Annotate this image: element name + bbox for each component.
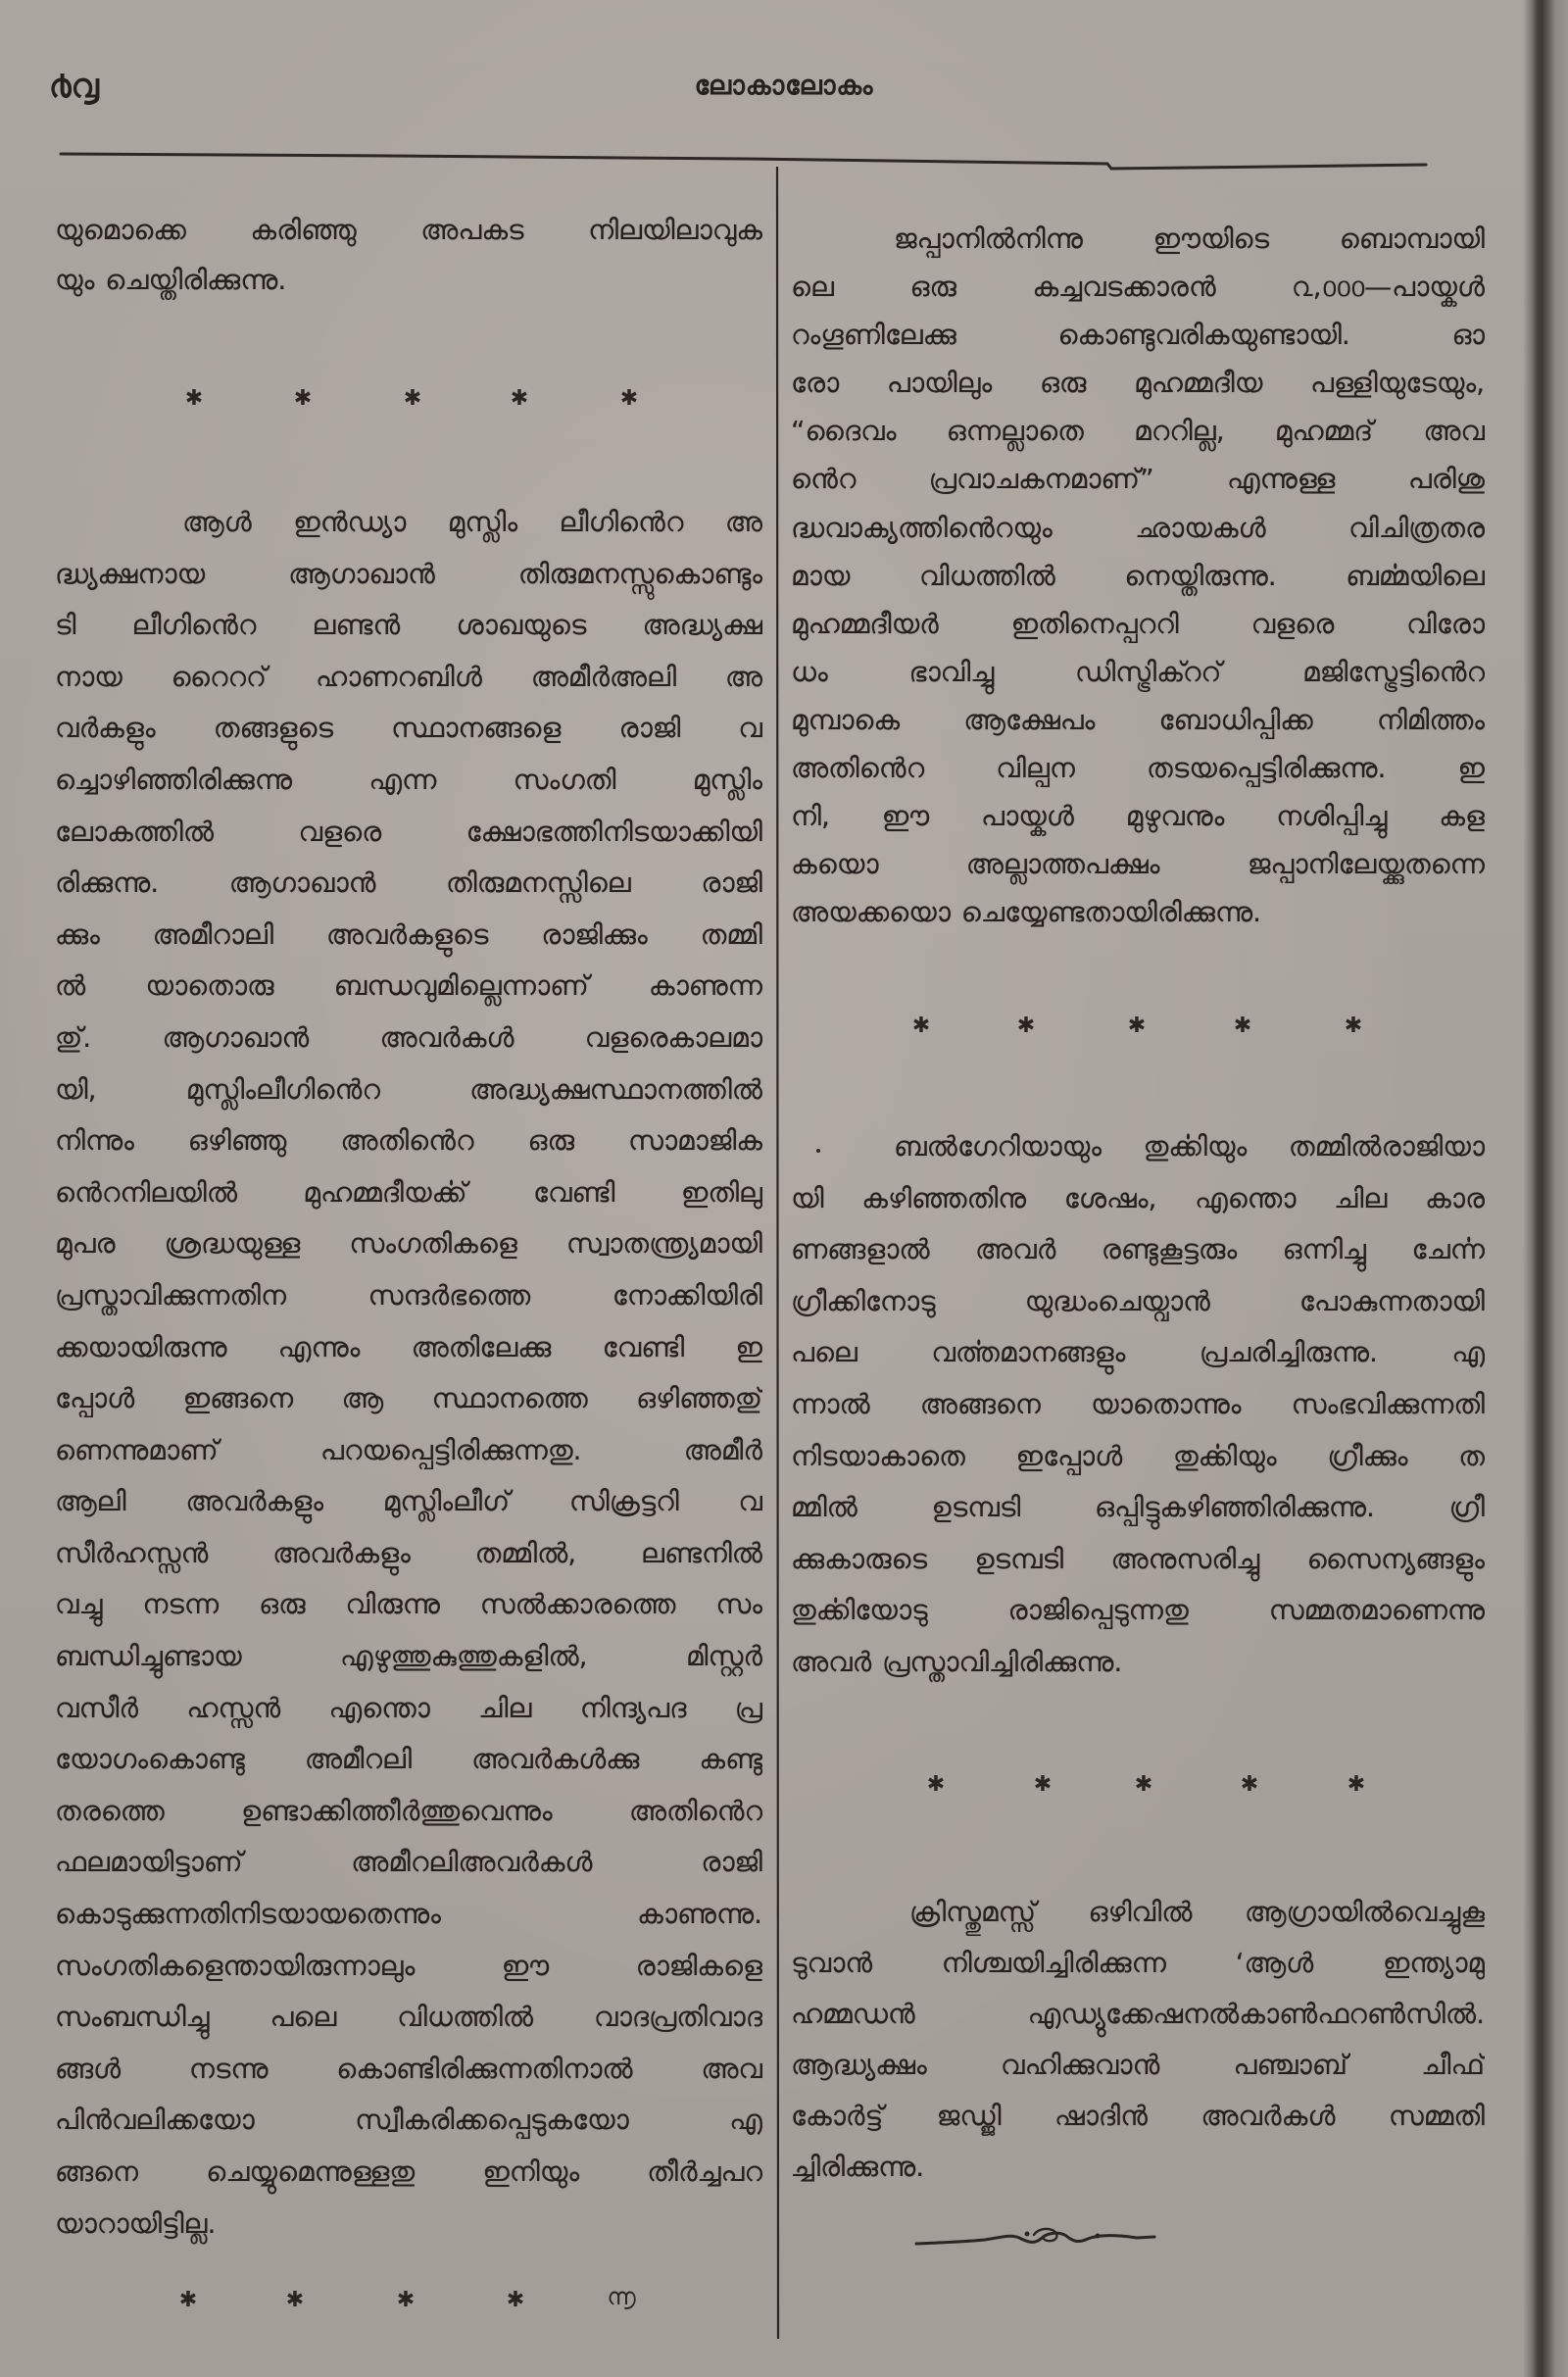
text-line: കയൊ അല്ലാത്തപക്ഷം ജപ്പാനിലേയ്ക്കുതന്നെ xyxy=(791,848,1485,881)
text-line: അവർ പ്രസ്താവിച്ചിരിക്കുന്നു. xyxy=(791,1645,1123,1678)
asterisk-icon: ✱ xyxy=(1233,1014,1252,1038)
text-line: യും ചെയ്തിരിക്കുന്നു. xyxy=(55,264,287,296)
text-line: ദ്ധ്യക്ഷനായ ആഗാഖാൻ തിരുമനസ്സുകൊണ്ടും xyxy=(55,557,762,590)
text-line: രോ പായിലും ഒരു മുഹമ്മദീയ പള്ളിയുടേയും, xyxy=(791,367,1485,400)
text-line: യി, മുസ്ലിംലീഗിൻെറ അദ്ധ്യക്ഷസ്ഥാനത്തിൽ xyxy=(55,1072,762,1106)
text-line: മുപര ശ്രദ്ധയുള്ള സംഗതികളെ സ്വാതന്ത്ര്യമായി xyxy=(55,1227,762,1261)
text-line: മുഹമ്മദീയർ ഇതിനെപ്പററി വളരെ വിരോ xyxy=(791,607,1485,640)
page-title: ലോകാലോകം xyxy=(694,71,874,101)
text-line: സംബന്ധിച്ചു പലെ വിധത്തിൽ വാദപ്രതിവാദ xyxy=(55,2001,762,2034)
text-line: മുമ്പാകെ ആക്ഷേപം ബോധിപ്പിക്ക നിമിത്തം xyxy=(791,703,1485,736)
page-number: ൪൮ xyxy=(49,67,99,106)
text-line: അയക്കയൊ ചെയ്യേണ്ടതായിരിക്കുന്നു. xyxy=(791,896,1261,929)
text-line: ദ്ധവാക്യത്തിൻെറയും ഛായകൾ വിചിത്രതര xyxy=(791,511,1485,544)
asterisk-icon: ✱ xyxy=(403,386,422,411)
text-line: കൊടുക്കുന്നതിനിടയായതെന്നും കാണുന്നു. xyxy=(55,1898,762,1931)
asterisk-icon: ✱ xyxy=(1016,1014,1036,1038)
text-line: ഗ്രീക്കിനോടു യുദ്ധംചെയ്വാൻ പോകുന്നതായി xyxy=(791,1284,1485,1317)
asterisk-icon: ✱ xyxy=(396,2288,416,2312)
asterisk-icon: ✱ xyxy=(293,386,313,411)
text-line: ൻെറ പ്രവാചകനമാണ്” എന്നുള്ള പരിശു xyxy=(791,463,1485,496)
asterisk-icon: ✱ xyxy=(1240,1772,1259,1797)
signature-marker: ൬ xyxy=(607,2283,636,2310)
text-line: നായ റൈററ് ഹാണറബിൾ അമീർഅലി അ xyxy=(55,660,762,693)
text-line: മ്മിൽ ഉടമ്പടി ഒപ്പിട്ടുകഴിഞ്ഞിരിക്കുന്നു. ഗ്രീ xyxy=(791,1491,1485,1524)
text-line: “ദൈവം ഒന്നല്ലാതെ മററില്ല, മുഹമ്മദ് അവ xyxy=(791,415,1485,448)
text-line: സംഗതികളെന്തായിരുന്നാലും ഈ രാജികളെ xyxy=(55,1949,762,1982)
text-line: ക്കും അമീറാലി അവർകളുടെ രാജിക്കും തമ്മി xyxy=(55,917,762,951)
text-line: പ്പോൾ ഇങ്ങനെ ആ സ്ഥാനത്തെ ഒഴിഞ്ഞതു് xyxy=(55,1382,762,1415)
text-line: ടുവാൻ നിശ്ചയിച്ചിരിക്കുന്ന ‘ആൾ ഇന്ത്യാമു xyxy=(791,1947,1485,1979)
text-line: യുമൊക്കെ കരിഞ്ഞു അപകട നിലയിലാവുക xyxy=(55,214,762,246)
asterisk-icon: ✱ xyxy=(1033,1772,1053,1797)
text-line: വച്ചു നടന്ന ഒരു വിരുന്നു സൽക്കാരത്തെ സം xyxy=(55,1588,762,1621)
text-line: അതിൻെറ വില്പന തടയപ്പെട്ടിരിക്കുന്നു. ഇ xyxy=(791,752,1485,785)
text-line: ൽ യാതൊരു ബന്ധവുമില്ലെന്നാണ് കാണുന്ന xyxy=(55,969,762,1003)
asterisk-icon: ✱ xyxy=(1134,1772,1153,1797)
text-line: വസീർ ഹസ്സൻ എന്തൊ ചില നിന്ദ്യപദ പ്ര xyxy=(55,1691,762,1724)
text-line: ലോകത്തിൽ വളരെ ക്ഷോഭത്തിനിടയാക്കിയി xyxy=(55,815,762,848)
text-line: ൻെറനിലയിൽ മുഹമ്മദീയൎക്ക് വേണ്ടി ഇതിലു xyxy=(55,1175,762,1209)
text-line: പിൻവലിക്കയോ സ്വീകരിക്കപ്പെടുകയോ എ xyxy=(55,2104,762,2137)
text-line: ലെ ഒരു കച്ചവടക്കാരൻ ൨,൦൦൦—പായ്കൾ xyxy=(791,271,1485,304)
text-line: പ്രസ്താവിക്കുന്നതിന സന്ദർഭത്തെ നോക്കിയിരി xyxy=(55,1278,762,1312)
asterisk-icon: ✱ xyxy=(184,386,204,411)
text-line: റംഗൂണിലേക്കു കൊണ്ടുവരികയുണ്ടായി. ഓ xyxy=(791,319,1485,352)
asterisk-icon: ✱ xyxy=(178,2288,198,2312)
text-line: യി കഴിഞ്ഞതിനു ശേഷം, എന്തൊ ചില കാര xyxy=(791,1181,1485,1214)
asterisk-icon: ✱ xyxy=(506,2288,525,2312)
asterisk-icon: ✱ xyxy=(1344,1014,1363,1038)
text-line: ച്ചിരിക്കുന്നു. xyxy=(791,2151,925,2183)
text-line: രിക്കുന്നു. ആഗാഖാൻ തിരുമനസ്സിലെ രാജി xyxy=(55,867,762,900)
text-line: യാറായിട്ടില്ല. xyxy=(55,2206,217,2240)
text-line: ബൽഗേറിയായും തുൎക്കിയും തമ്മിൽരാജിയാ xyxy=(894,1130,1485,1163)
asterisk-icon: ✱ xyxy=(619,386,639,411)
text-line: ധം ഭാവിച്ചു ഡിസ്ട്രിക്ററ് മജിസ്ട്രേട്ടിൻെറ xyxy=(791,655,1485,688)
text-line: ന്നാൽ അങ്ങനെ യാതൊന്നും സംഭവിക്കുന്നതി xyxy=(791,1387,1485,1420)
text-line: ബന്ധിച്ചുണ്ടായ എഴുത്തുകുത്തുകളിൽ, മിസ്റ്റർ xyxy=(55,1640,762,1673)
text-line: നി, ഈ പായ്കൾ മുഴുവനും നശിപ്പിച്ചു കള xyxy=(791,800,1485,833)
asterisk-icon: ✱ xyxy=(1347,1772,1366,1797)
text-line: സീർഹസ്സൻ അവർകളും തമ്മിൽ, ലണ്ടനിൽ xyxy=(55,1536,762,1569)
text-line: ച്ചൊഴിഞ്ഞിരിക്കുന്നു എന്ന സംഗതി മുസ്ലിം xyxy=(55,763,762,796)
text-line: പലെ വൎത്തമാനങ്ങളും പ്രചരിച്ചിരുന്നു. എ xyxy=(791,1336,1485,1369)
text-line: ണെന്നുമാണ് പറയപ്പെട്ടിരിക്കുന്നതു. അമീർ xyxy=(55,1433,762,1466)
text-line: ഫലമായിട്ടാണ് അമീറലിഅവർകൾ രാജി xyxy=(55,1846,762,1879)
asterisk-icon: ✱ xyxy=(285,2288,305,2312)
text-line: യോഗംകൊണ്ടു അമീറലി അവർകൾക്കു കണ്ടു xyxy=(55,1743,762,1776)
text-line: ക്കുകാരുടെ ഉടമ്പടി അനുസരിച്ചു സൈന്യങ്ങളും xyxy=(791,1542,1485,1575)
text-line: ആദ്ധ്യക്ഷം വഹിക്കുവാൻ പഞ്ചാബ് ചീഫ് xyxy=(791,2049,1485,2081)
text-line: തു്. ആഗാഖാൻ അവർകൾ വളരെകാലമാ xyxy=(55,1020,762,1054)
text-line: മായ വിധത്തിൽ നെയ്തിരുന്നു. ബൎമ്മയിലെ xyxy=(791,559,1485,592)
asterisk-icon: ✱ xyxy=(911,1014,931,1038)
text-line: നിടയാകാതെ ഇപ്പോൾ തുൎക്കിയും ഗ്രീക്കും ത xyxy=(791,1439,1485,1472)
text-line: ആലി അവർകളും മുസ്ലിംലീഗ് സിക്രട്ടറി വ xyxy=(55,1485,762,1518)
text-line: ടി ലീഗിൻെറ ലണ്ടൻ ശാഖയുടെ അദ്ധ്യക്ഷ xyxy=(55,609,762,642)
text-line: തരത്തെ ഉണ്ടാക്കിത്തീർത്തുവെന്നും അതിൻെറ xyxy=(55,1794,762,1827)
text-line: നിന്നും ഒഴിഞ്ഞു അതിൻെറ ഒരു സാമാജിക xyxy=(55,1124,762,1158)
asterisk-icon: ✱ xyxy=(926,1772,946,1797)
text-line: ണങ്ങളാൽ അവർ രണ്ടുകൂട്ടരും ഒന്നിച്ചു ചേൎന്ന xyxy=(791,1233,1485,1266)
text-line: ആൾ ഇൻഡ്യാ മുസ്ലിം ലീഗിൻെറ അ xyxy=(182,506,762,538)
text-line: കോർട്ട് ജഡ്ജി ഷാദിൻ അവർകൾ സമ്മതി xyxy=(791,2100,1485,2132)
text-line: ഹമ്മഡൻ എഡ്യുക്കേഷനൽകാൺഫറൺസിൽ. xyxy=(791,1998,1485,2030)
text-line: വർകളും തങ്ങളുടെ സ്ഥാനങ്ങളെ രാജി വ xyxy=(55,712,762,745)
text-line: ങ്ങൾ നടന്നു കൊണ്ടിരിക്കുന്നതിനാൽ അവ xyxy=(55,2052,762,2085)
asterisk-icon: ✱ xyxy=(510,386,529,411)
text-line: തുൎക്കിയോടു രാജിപ്പെടുന്നതു സമ്മതമാണെന്നു xyxy=(791,1594,1485,1627)
text-line: ക്രിസ്തുമസ്സ് ഒഴിവിൽ ആഗ്രായിൽവെച്ചുകൂ xyxy=(909,1896,1485,1928)
asterisk-icon: ✱ xyxy=(1127,1014,1147,1038)
text-line: ജപ്പാനിൽനിന്നു ഈയിടെ ബൊമ്പായി xyxy=(894,223,1485,255)
text-line: ക്കയായിരുന്നു എന്നും അതിലേക്കു വേണ്ടി ഇ xyxy=(55,1330,762,1363)
text-line: ങ്ങനെ ചെയ്യുമെന്നുള്ളതു ഇനിയും തീർച്ചപറ xyxy=(55,2155,762,2188)
